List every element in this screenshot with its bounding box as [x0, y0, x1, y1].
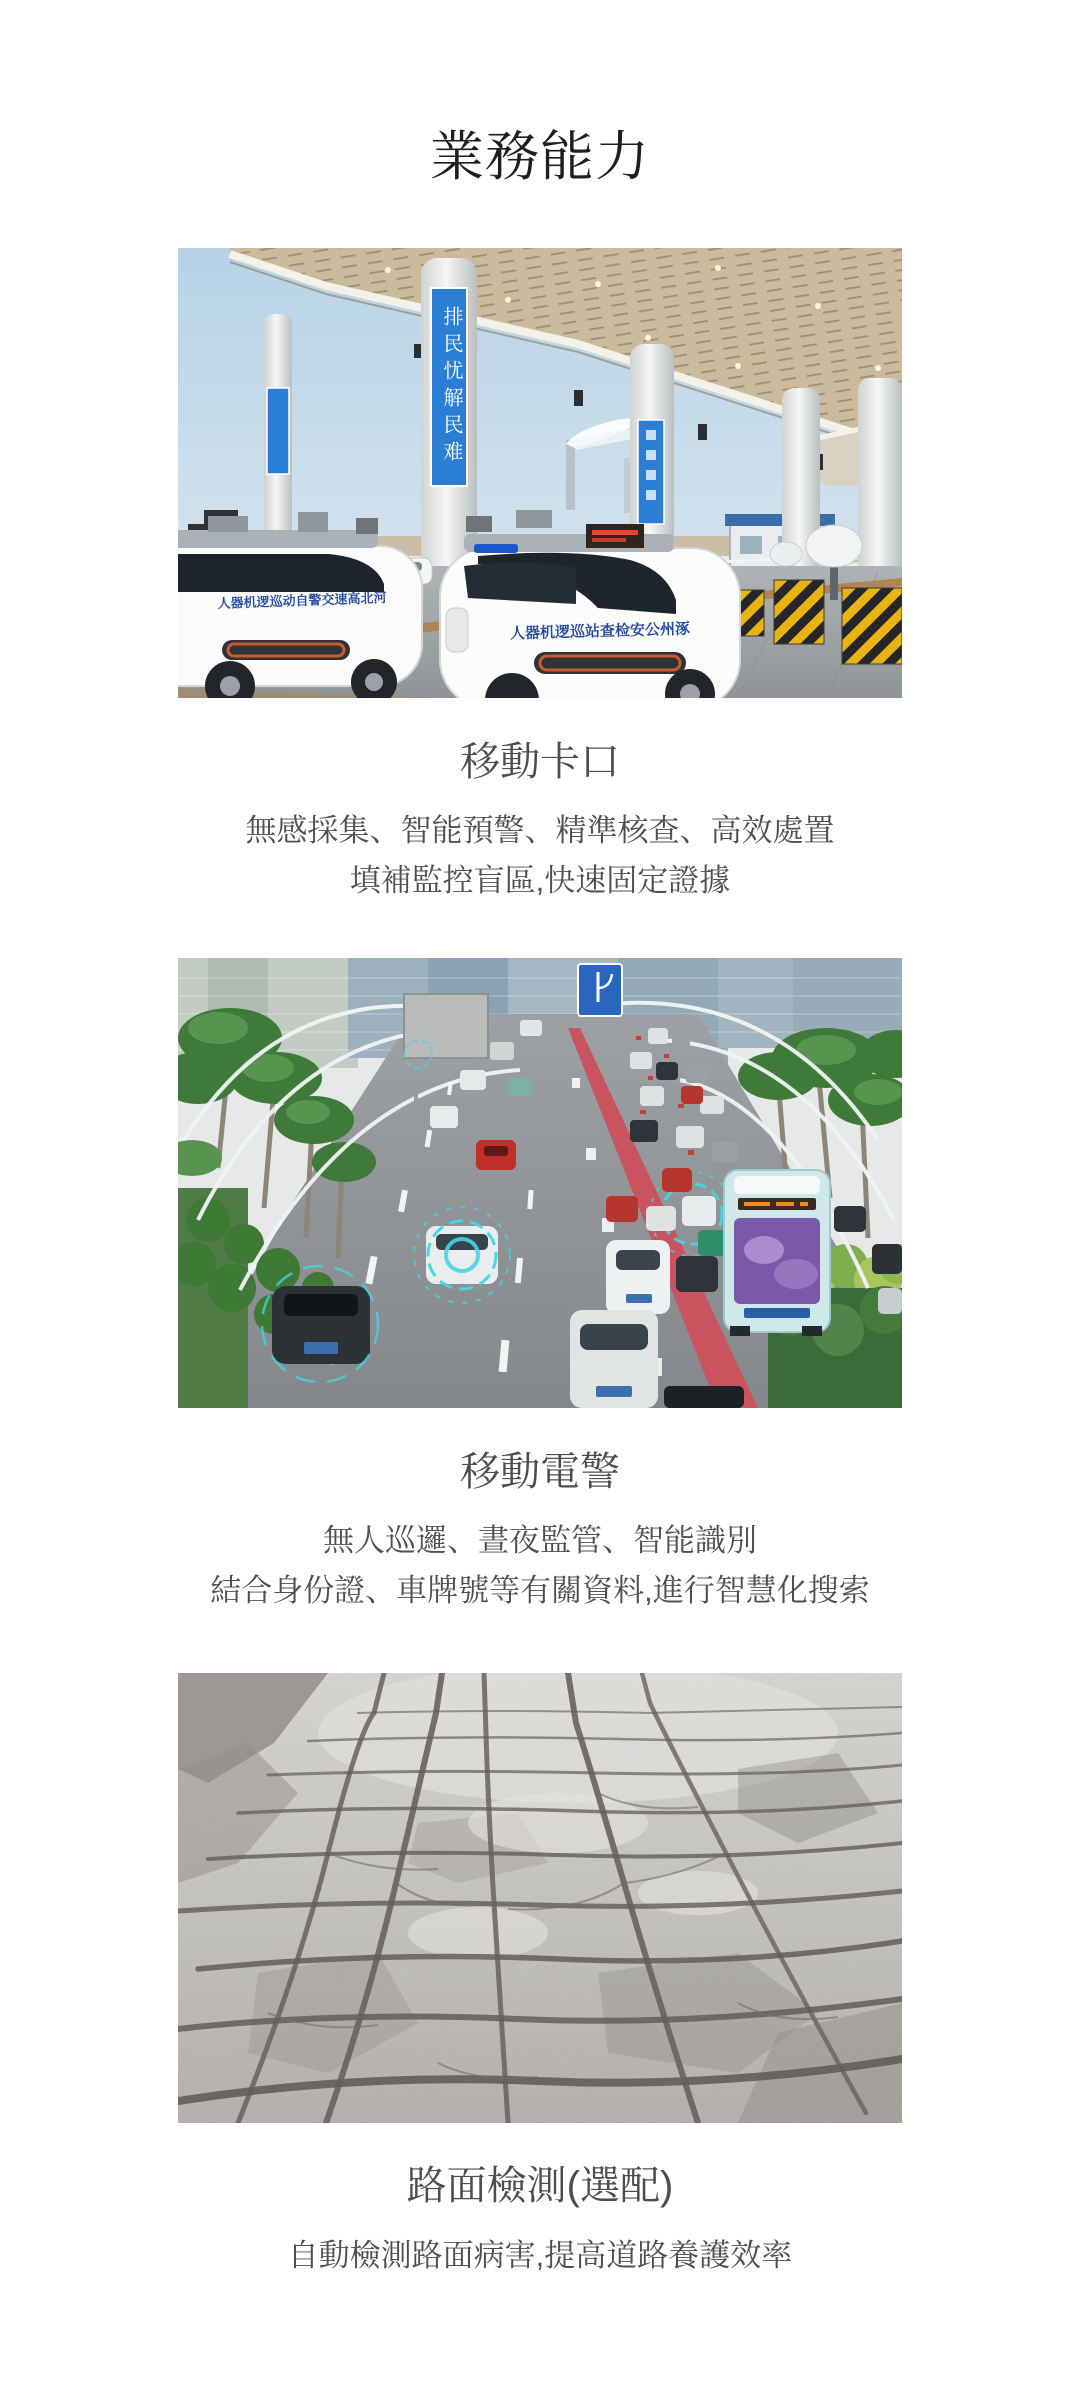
section-title-mobile-epolice: 移動電警 — [460, 1450, 620, 1494]
desc-line: 無感採集、智能預警、精準核查、高效處置 — [245, 813, 835, 848]
patrol-car-left-label: 人器机逻巡动自警交速高北河 — [217, 590, 387, 611]
road-inspection-photo — [178, 1673, 902, 2123]
bus — [724, 1170, 830, 1336]
street-traffic-illustration — [178, 958, 902, 1408]
section-desc-road-inspection — [0, 2231, 1080, 2281]
desc-line: 無人巡邏、晝夜監管、智能識別 — [323, 1523, 757, 1558]
cracked-pavement-illustration — [178, 1673, 902, 2123]
mobile-epolice-photo — [178, 958, 902, 1408]
patrol-car-right-label: 人器机逻巡站查检安公州涿 — [509, 620, 691, 643]
section-title-road-inspection: 路面檢測(選配) — [406, 2164, 674, 2208]
desc-line: 填補監控盲區,快速固定證據 — [349, 863, 731, 898]
section-title-mobile-checkpoint: 移動卡口 — [460, 740, 620, 784]
pillar-banner-text: 排民忧解民难 — [440, 306, 462, 468]
section-desc-mobile-epolice — [0, 1516, 1080, 1616]
section-desc-mobile-checkpoint — [0, 806, 1080, 906]
desc-line: 自動檢測路面病害,提高道路養護效率 — [287, 2238, 793, 2273]
desc-line: 結合身份證、車牌號等有關資料,進行智慧化搜索 — [210, 1573, 870, 1608]
mobile-checkpoint-photo — [178, 248, 902, 698]
grain-texture — [178, 1673, 902, 2123]
page-title: 業務能力 — [430, 127, 650, 187]
